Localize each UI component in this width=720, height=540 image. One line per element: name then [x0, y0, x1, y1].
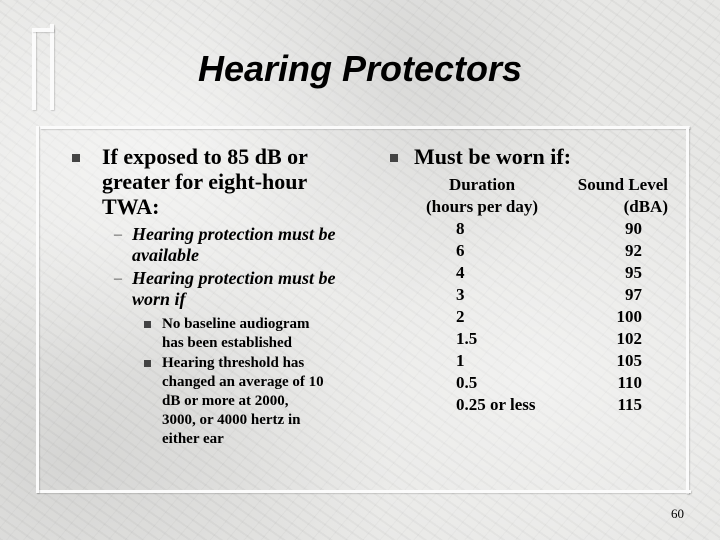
sound-level-header: Sound Level (dBA) [577, 175, 668, 216]
table-cell: 8 [456, 219, 465, 238]
left-sub-bullet-worn: Hearing protection must be worn if [132, 268, 336, 309]
table-cell: 2 [456, 307, 465, 326]
table-cell: 105 [616, 351, 642, 370]
frame-bar-top-horizontal [32, 28, 54, 32]
left-main-bullet: If exposed to 85 dB or greater for eight-hour TWA: [102, 144, 308, 219]
left-subsub-bullet-threshold: Hearing threshold has changed an average of 10 dB or more at 2000, 3000, or 4000 hertz in either ear [162, 355, 324, 447]
left-subsub-bullet-baseline: No baseline audiogram has been established [162, 316, 310, 351]
bullet-icon [144, 360, 151, 367]
table-cell: 1.5 [456, 329, 478, 348]
table-cell: 102 [616, 329, 642, 348]
table-cell: 3 [456, 285, 465, 304]
bullet-icon [144, 321, 151, 328]
table-cell: 1 [456, 351, 465, 370]
table-cell: 0.25 or less [456, 395, 536, 414]
table-cell: 97 [625, 285, 642, 304]
table-cell: 95 [625, 263, 642, 282]
duration-header: Duration (hours per day) [425, 175, 539, 216]
table-cell: 110 [617, 373, 642, 392]
table-cell: 115 [617, 395, 642, 414]
table-cell: 92 [625, 241, 642, 260]
page-number: 60 [671, 506, 684, 521]
frame-bar-left-vertical [36, 126, 39, 493]
table-cell: 100 [616, 307, 642, 326]
dash-icon: – [114, 270, 122, 287]
frame-bar-bottom [36, 490, 691, 493]
table-cell: 90 [625, 219, 642, 238]
table-cell: 4 [456, 263, 465, 282]
frame-bar-top-separator [40, 126, 690, 129]
right-main-bullet: Must be worn if: [414, 144, 572, 169]
left-sub-bullet-available: Hearing protection must be available [132, 224, 336, 265]
sound-level-column [600, 218, 642, 416]
slide-title: Hearing Protectors [197, 48, 523, 89]
bullet-icon [390, 154, 398, 162]
dash-icon: – [114, 226, 122, 243]
table-cell: 0.5 [456, 373, 478, 392]
frame-bar-right-vertical [686, 126, 689, 494]
bullet-icon [72, 154, 80, 162]
duration-column [456, 218, 536, 416]
table-cell: 6 [456, 241, 465, 260]
